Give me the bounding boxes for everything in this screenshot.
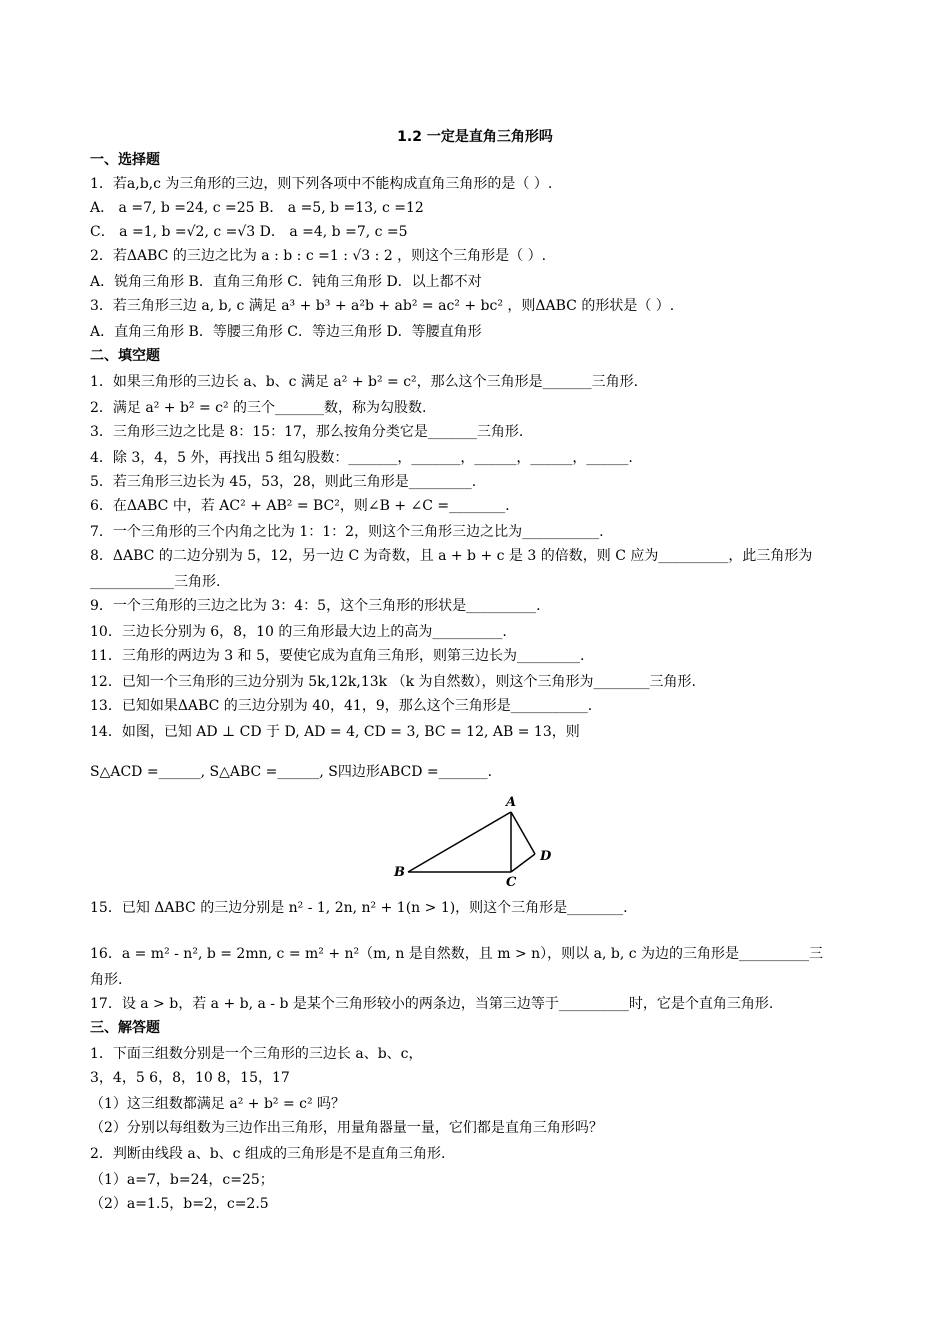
question-line: 15．已知 ΔABC 的三边分别是 n² - 1, 2n, n² + 1(n > 1)，则这个三角形是________. bbox=[90, 900, 628, 916]
triangle-figure bbox=[390, 790, 570, 890]
label-a: A bbox=[506, 795, 517, 810]
label-d: D bbox=[540, 849, 552, 864]
question-line: A．直角三角形 B．等腰三角形 C．等边三角形 D．等腰直角形 bbox=[90, 324, 482, 340]
section-heading: 二、填空题 bbox=[90, 348, 160, 364]
question-line: 13．已知如果ΔABC 的三边分别为 40，41，9，那么这个三角形是___________. bbox=[90, 698, 593, 714]
edge-ad bbox=[511, 812, 535, 854]
section-heading: 三、解答题 bbox=[90, 1020, 160, 1036]
question-line: 2．若ΔABC 的三边之比为 a : b : c =1 : √3 : 2 ，则这个三角形是（ ）. bbox=[90, 248, 547, 264]
question-line: （1）a=7，b=24，c=25； bbox=[90, 1172, 274, 1188]
label-c: C bbox=[506, 875, 517, 890]
question-line: 3．若三角形三边 a, b, c 满足 a³ + b³ + a²b + ab² = ac² + bc² ，则ΔABC 的形状是（ ）. bbox=[90, 298, 675, 314]
question-line: 3．三角形三边之比是 8：15：17，那么按角分类它是_______三角形. bbox=[90, 424, 524, 440]
question-line: 17．设 a > b，若 a + b, a - b 是某个三角形较小的两条边，当第三边等于__________时，它是个直角三角形. bbox=[90, 996, 774, 1012]
question-line: 角形. bbox=[90, 972, 123, 988]
question-line: 11．三角形的两边为 3 和 5，要使它成为直角三角形，则第三边长为_________. bbox=[90, 648, 585, 664]
question-line: 6．在ΔABC 中，若 AC² + AB² = BC²，则∠B + ∠C =________. bbox=[90, 498, 510, 514]
question-line: 12．已知一个三角形的三边分别为 5k,12k,13k （k 为自然数），则这个三角形为________三角形. bbox=[90, 674, 696, 690]
question-line: 10．三边长分别为 6，8，10 的三角形最大边上的高为__________. bbox=[90, 624, 507, 640]
question-line: 2．满足 a² + b² = c² 的三个_______数，称为勾股数. bbox=[90, 400, 427, 416]
section-heading: 一、选择题 bbox=[90, 152, 160, 168]
edge-dc bbox=[511, 854, 535, 872]
question-line: 8．ΔABC 的二边分别为 5，12，另一边 C 为奇数，且 a + b + c 是 3 的倍数，则 C 应为__________，此三角形为 bbox=[90, 548, 813, 564]
edge-ba bbox=[408, 812, 511, 872]
question-line: 7．一个三角形的三个内角之比为 1：1：2，则这个三角形三边之比为___________. bbox=[90, 524, 604, 540]
question-line: A． a =7, b =24, c =25 B． a =5, b =13, c =12 bbox=[90, 200, 424, 216]
question-line: 14．如图，已知 AD ⊥ CD 于 D, AD = 4, CD = 3, BC = 12, AB = 13，则 bbox=[90, 724, 580, 740]
question-line: 5．若三角形三边长为 45，53，28，则此三角形是_________. bbox=[90, 474, 477, 490]
question-line: ____________三角形. bbox=[90, 574, 221, 590]
question-line: 1．如果三角形的三边长 a、b、c 满足 a² + b² = c²，那么这个三角形是_______三角形. bbox=[90, 374, 639, 390]
question-line: （2）a=1.5，b=2，c=2.5 bbox=[90, 1196, 269, 1212]
question-line: 16．a = m² - n², b = 2mn, c = m² + n²（m, n 是自然数，且 m > n），则以 a, b, c 为边的三角形是__________三 bbox=[90, 946, 824, 962]
question-line: 3，4，5 6，8，10 8，15，17 bbox=[90, 1070, 290, 1086]
page-title: 1.2 一定是直角三角形吗 bbox=[397, 129, 553, 145]
question-line: 1．若a,b,c 为三角形的三边，则下列各项中不能构成直角三角形的是（ ）. bbox=[90, 176, 553, 192]
label-b: B bbox=[394, 865, 405, 880]
question-line: 1．下面三组数分别是一个三角形的三边长 a、b、c， bbox=[90, 1046, 423, 1062]
question-line: S△ACD =______, S△ABC =______, S四边形ABCD =_______. bbox=[90, 764, 493, 780]
question-line: （2）分别以每组数为三边作出三角形，用量角器量一量，它们都是直角三角形吗？ bbox=[90, 1120, 603, 1136]
question-line: C． a =1, b =√2, c =√3 D． a =4, b =7, c =5 bbox=[90, 224, 408, 240]
question-line: （1）这三组数都满足 a² + b² = c² 吗？ bbox=[90, 1096, 346, 1112]
question-line: 2．判断由线段 a、b、c 组成的三角形是不是直角三角形. bbox=[90, 1146, 446, 1162]
question-line: A．锐角三角形 B．直角三角形 C．钝角三角形 D．以上都不对 bbox=[90, 274, 482, 290]
question-line: 4．除 3，4，5 外，再找出 5 组勾股数：_______，_______，______，______，______. bbox=[90, 450, 633, 466]
question-line: 9．一个三角形的三边之比为 3：4：5，这个三角形的形状是__________. bbox=[90, 598, 541, 614]
